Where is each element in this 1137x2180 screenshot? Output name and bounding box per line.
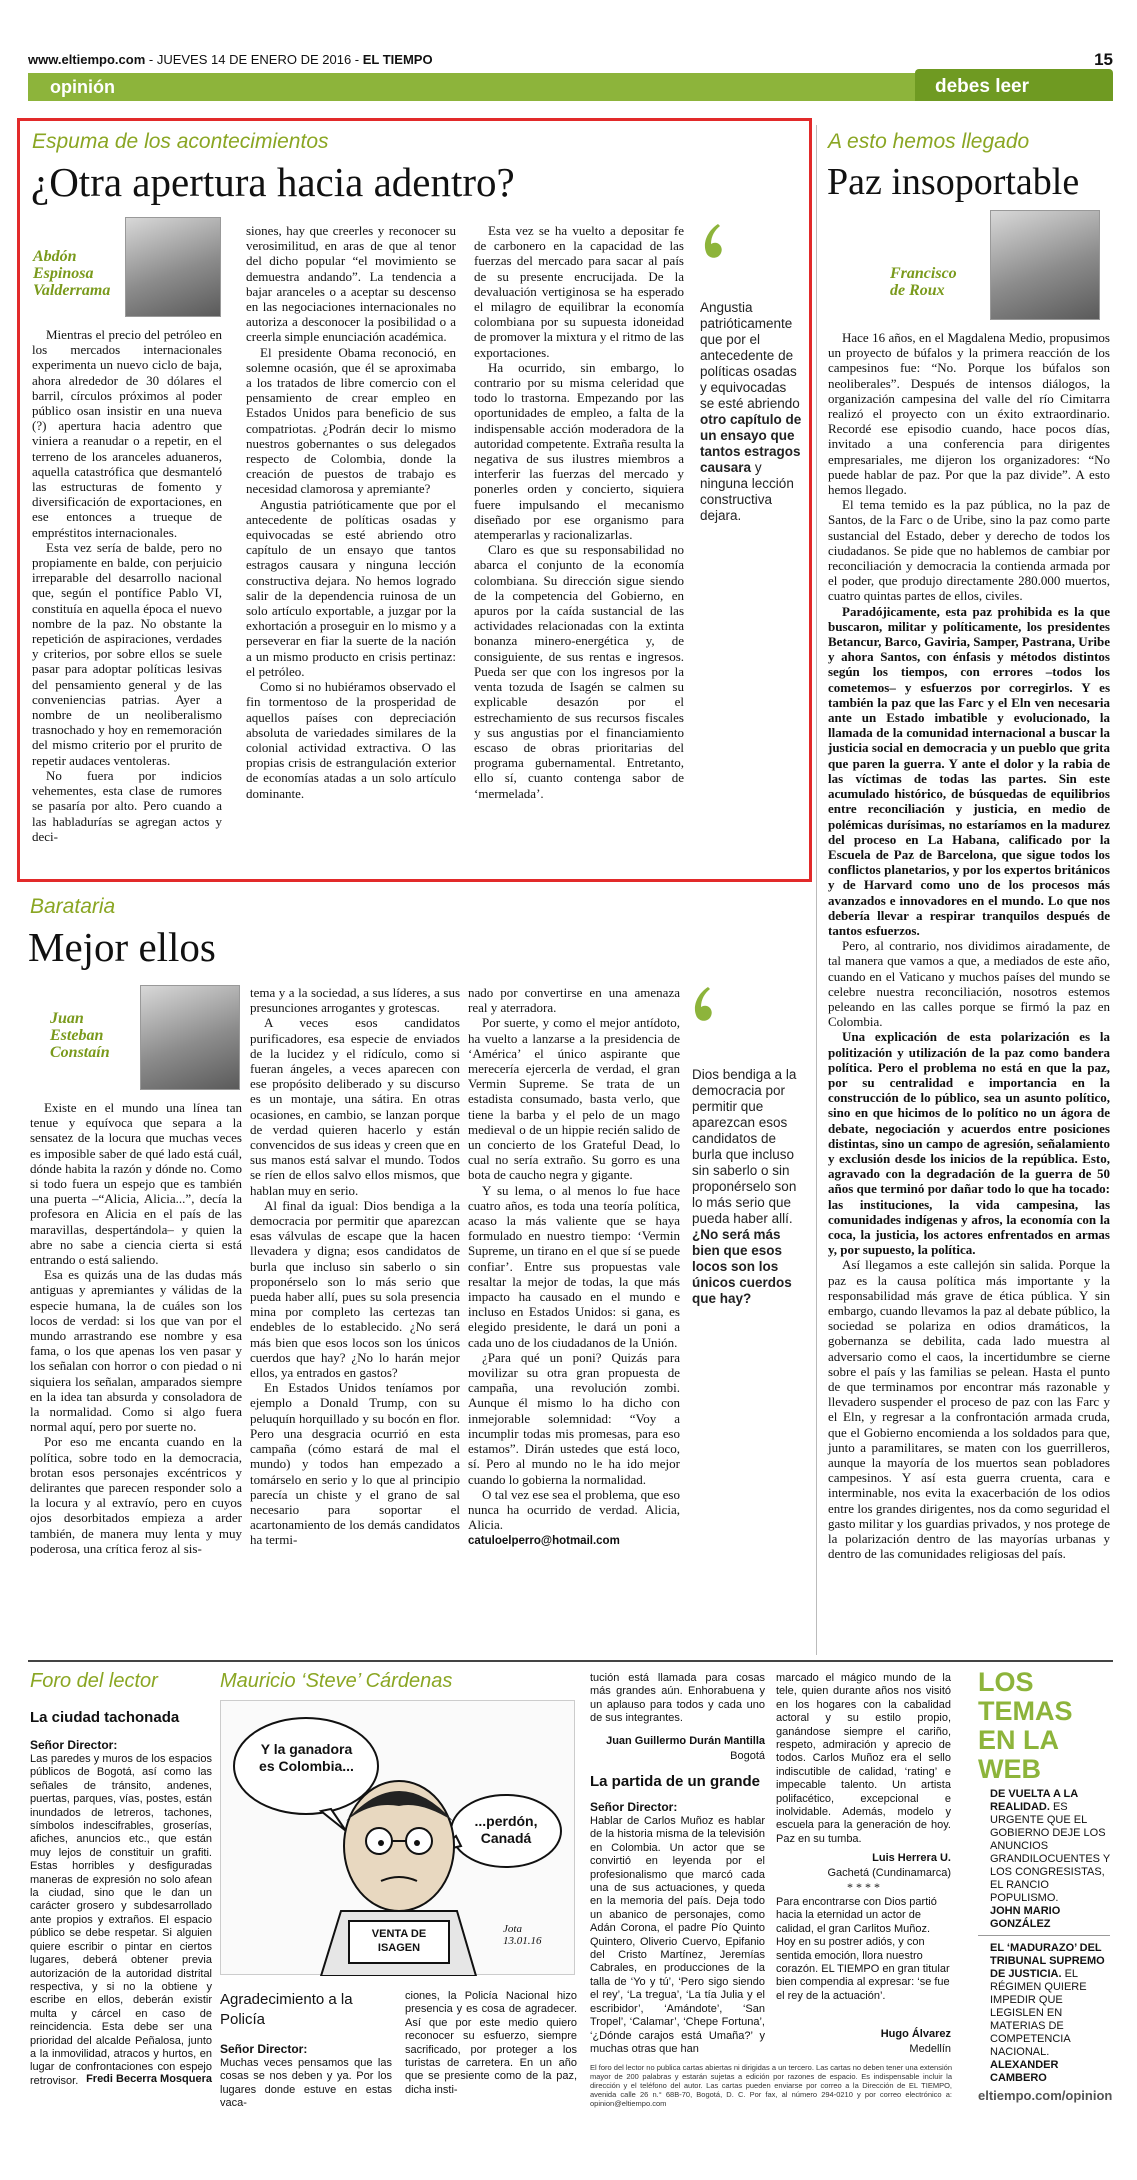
paragraph: A veces esos candidatos purificadores, esa especie de enviados de la lucidez y el ridículo, como si fueran ángeles, a veces aparecen con ese propósito deliberado y su discurso es un montaje, una sátira. En otras ocasiones, en cambio, se lanzan porque de verdad quieren hacerlo y están convencidos de sus ideas y creen que en sus manos está salvar el mundo. Todos se ríen de ellos salvo ellos mismos, que hablan muy en serio.: [250, 1015, 460, 1198]
paragraph: Mientras el precio del petróleo en los mercados internacionales experimenta un nuevo ciclo de baja, ahora alrededor de 30 dólares el barril, círculos próximos al poder público osan insistir en una nueva (?) apertura hacia adentro que viniera a reanudar o a repetir, en el terreno de los aranceles aduaneros, aquella catastrófica que desmanteló las estructuras de fomento y diversificación de exportaciones, en ese entonces a trueque de empréstitos internacionales.: [32, 327, 222, 540]
letter-2-body: Muchas veces pensamos que las cosas se nos deben y ya. Por los lugares donde estuve en estas vaca-: [220, 2057, 392, 2110]
letter-2-body-cont: ciones, la Policía Nacional hizo presencia y es cosa de agradecer. Así que por este medio quiero reconocer su esfuerzo, siempre sacrificado, por proteger a los turistas de carretera. En un año que se presiente como de la paz, dicha insti-: [405, 1990, 577, 2096]
letter-1-salute: Señor Director:: [30, 1738, 118, 1752]
letter-4-salute: Señor Director:: [590, 1800, 678, 1814]
constain-kicker: Barataria: [30, 895, 116, 918]
paragraph: Hace 16 años, en el Magdalena Medio, propusimos un proyecto de búfalos y la primera reacción de los campesinos fue: “No. Porque los búfalos son neoliberales”. Después de intensos diálogos, la organización campesina del valle del río Cimitarra realizó el proyecto con un éxito extraordinario. Recordé ese episodio cuando, hace pocos días, invitado a una conferencia para dirigentes empresariales, me dijeron los organizadores: “No puede hablar de paz. Por que la paz divide”. A esto hemos llegado.: [828, 330, 1110, 498]
paragraph: Angustia patrióticamente que por el antecedente de políticas osadas y equivocadas se esté abriendo otro capítulo de un ensayo que tantos estragos causara y ninguna lección constructiva dejara. No hemos logrado salir de la dependencia ruinosa de un solo artículo exportable, a juzgar por la exhortación a proseguir en lo mismo y a perseverar en fiar la suerte de la nación a un mismo producto en crisis pertinaz: el petróleo.: [246, 496, 456, 679]
poem-city: Medellín: [909, 2043, 951, 2055]
editorial-col-2: [246, 223, 456, 801]
quote-text: Dios bendiga a la democracia por permitir que aparezcan esos candidatos de burla que incluso sin saberlo o sin proponérselo son lo más serio que pueda haber allí.: [692, 1067, 797, 1226]
web-item-author: JOHN MARIO GONZÁLEZ: [990, 1905, 1061, 1930]
byline-line: Espinosa: [33, 265, 94, 282]
paragraph: Paradójicamente, esta paz prohibida es la que buscaron, militar y políticamente, los presidentes Betancur, Barco, Gaviria, Samper, Pastrana, Uribe y ahora Santos, con énfasis y métodos distintos según los tiempos, con errores –todos los cometemos– y esfuerzos por corregirlos. Y es también la paz que las Farc y el Eln ven necesaria ante un Estado imbatible y evolucionado, la llamada de la comunidad internacional a buscar la justicia social en democracia y un pueblo que grita que paren la guerra. Y ante el dolor y la rabia de las víctimas de todas las partes. Sin este acumulado histórico, de búsquedas de equilibrios entre reconciliación y justicia, en medio de polémicas durísimas, no estaríamos en la madurez del proceso en La Habana, calificado por la Escuela de Paz de Barcelona, que sigue todos los conflictos planetarios, y por los expertos británicos y de Harvard como uno de los procesos más avanzados e innovadores en el mundo. Lo que nos debería llevar a respirar tranquilos después de tantos esfuerzos.: [828, 603, 1110, 938]
cartoon-title: Mauricio ‘Steve’ Cárdenas: [220, 1670, 453, 1692]
speech-bubble-1: Y la ganadora es Colombia...: [259, 1741, 354, 1774]
paragraph: En Estados Unidos teníamos por ejemplo a Donald Trump, con su peluquín horquillado y su bocón en flor. Pero una desgracia ocurrió en esta campaña (cómo estará de mal el mundo) y todos han empezado a tomárselo en serio y lo que al principio parecía un chiste y el grano de sal necesario para soportar el acartonamiento de los demás candidatos ha termi-: [250, 1380, 460, 1548]
letter-2-title: Agradecimiento a la Policía: [220, 1991, 353, 2028]
quote-text: Angustia patrióticamente que por el antecedente de políticas osadas y equivocadas se esté abriendo: [700, 300, 800, 411]
editorial-pull-quote: [700, 300, 804, 524]
byline-line: Valderrama: [33, 282, 111, 299]
quote-strong: ¿No será más bien que esos locos son los únicos cuerdos que hay?: [692, 1227, 792, 1306]
cartoonist-signature: Jota 13.01.16: [503, 1923, 542, 1947]
letter-3-cont: tución está llamada para cosas más grandes aún. Enhorabuena y un aplauso para todos y cada uno de sus integrantes.: [590, 1672, 765, 1725]
web-item-body: ES URGENTE QUE EL GOBIERNO DEJE LOS ANUNCIOS GRANDILOCUENTES Y LOS CONGRESISTAS, EL RANCIO POPULISMO.: [990, 1801, 1111, 1904]
paragraph: Esta vez sería de balde, pero no propiamente en balde, con perjuicio irreparable del desarrollo nacional que, según el pontífice Pablo VI, constituía en aquella época el nuevo nombre de la paz. No obstante la repetición de aspiraciones, verdades y criterios, por sobre ellos se suele pasar para adoptar políticas lesivas del pensamiento general y de las conveniencias patrias. Ayer a nombre de un neoliberalismo trasnochado y hoy en rememoración del mismo criterio por el prurito de repetir audaces ventoleras.: [32, 539, 222, 768]
page-number: 15: [1094, 50, 1113, 69]
letter-4-signature: Luis Herrera U.: [872, 1852, 951, 1864]
roux-byline: [890, 265, 957, 299]
byline-line: Francisco: [890, 265, 957, 282]
byline-line: de Roux: [890, 282, 945, 299]
paragraph: ¿Para qué un poni? Quizás para movilizar su otra gran propuesta de campaña, una revolución zombi. Aunque él mismo lo ha dicho con inmejorable solemnidad: “Voy a incumplir todas mis promesas, para eso estamos”. Dirán ustedes que está loco, sí. Pero al mundo no le ha ido mejor cuando lo gobierna la normalidad.: [468, 1349, 680, 1487]
roux-title: Paz insoportable: [827, 161, 1080, 203]
foro-title: Foro del lector: [30, 1670, 158, 1692]
byline-line: Constaín: [50, 1044, 110, 1061]
quote-mark-icon: [700, 222, 730, 262]
web-item-head: EL ‘MADURAZO’ DEL TRIBUNAL SUPREMO DE JUSTICIA.: [990, 1942, 1105, 1980]
paragraph: Por suerte, y como el mejor antídoto, ha vuelto a lanzarse a la presidencia de ‘América’ el único aspirante que merecería ejercerla de verdad, el gran Vermin Supreme. Se trata de un estadista consumado, basta verlo, que tiene la barba y el pelo de un mago medieval o de un hippie recién salido de un concierto de los Grateful Dead, lo cual no sería extraño. Su gorro es una bota de caucho negra y gigante.: [468, 1015, 680, 1183]
paragraph: Como si no hubiéramos observado el fin tormentoso de la prosperidad de aquellos países con depreciación absoluta de variedades similares de la colonial actividad extractiva. O las propias crisis de estrangulación exterior de economías atadas a un solo artículo dominante.: [246, 679, 456, 801]
paragraph: Ha ocurrido, sin embargo, lo contrario por su misma celeridad que todo lo trastorna. Empezando por las oportunidades de empleo, a falta de la indispensable acción moderadora de la autoridad competente. Extraña resulta la negativa de sus ilustres miembros a interferir las fuerzas del mercado y ponerles orden y concierto, siquiera fuere impulsando el mecanismo diseñado por ese organismo para atemperarlas y racionalizarlas.: [474, 359, 684, 543]
paragraph: Pero, al contrario, nos dividimos airadamente, de tal manera que vamos a que, a mediados de este año, cuando en el Vaticano y muchos países del mundo se celebre nuestra reconciliación, nosotros estemos peleando en las calles porque se firmó la paz en Colombia.: [828, 938, 1110, 1030]
web-url[interactable]: eltiempo.com/opinion: [978, 2088, 1113, 2103]
paragraph: Existe en el mundo una línea tan tenue y equívoca que separa a la sensatez de la locura que muchas veces es imposible saber de qué lado está cuál, dónde habita la razón y dónde no. Como si todo fuera un espejo que es también una puerta –“Alicia, Alicia...”, decía la profesora en Alicia en el país de las maravillas, despertándola– y quien la abre no sabe a ciencia cierta si está entrando o está saliendo.: [30, 1100, 242, 1268]
constain-title: Mejor ellos: [28, 924, 216, 970]
section-left: opinión: [50, 77, 115, 97]
horizontal-divider: [28, 1660, 1113, 1662]
web-item-author: ALEXANDER CAMBERO: [990, 2059, 1059, 2084]
site-url[interactable]: www.eltiempo.com: [28, 52, 146, 67]
paper-name: EL TIEMPO: [362, 52, 433, 67]
web-item-body: EL RÉGIMEN QUIERE IMPEDIR QUE LEGISLEN EN MATERIAS DE COMPETENCIA NACIONAL.: [990, 1968, 1087, 2058]
paragraph: siones, hay que creerles y reconocer su verosimilitud, en aras de que al tenor del dicho popular “el movimiento se demuestra andando”. La tendencia a bajar aranceles o a aceptar su descenso en las negociaciones internacionales no autoriza a desconocer la posibilidad o a creerla simple enunciación académica.: [246, 223, 456, 345]
paragraph: Claro es que su responsabilidad no abarca el conjunto de la economía colombiana. Su dirección sigue siendo de la competencia del Gobierno, en apuros por la caída sustancial de las actividades relacionadas con la extinta bonanza minero-energética y, de consiguiente, de sus rentas e ingresos. Pueda ser que con los ingresos por la venta tozuda de Isagén se calmen su explicable desazón por el estrechamiento de sus recursos fiscales y sus angustias por el financiamiento escaso de obras prioritarias del programa gubernamental. Entretanto, ello sí, cuanto contenga sabor de ‘mermelada’.: [474, 542, 684, 801]
poem: Para encontrarse con Dios partió hacia la eternidad un actor de calidad, el gran Carlitos Muñoz. Hoy en su postrer adiós, y con sentida emoción, llora nuestro corazón. EL TIEMPO en gran titular bien compendia al expresar: ‘se fue el rey de la actuación’.: [776, 1896, 950, 2002]
letter-4-body: Hablar de Carlos Muñoz es hablar de la historia misma de la televisión en Colombia. Un actor que se convirtió en leyenda por el profesionalismo que marcó cada una de sus actuaciones, y queda en la memoria del país. Deja todo un abanico de personajes, como Adán Corona, el padre Pío Quinto Quintero, Oliverio Cuervo, Epifanio del Cristo Martínez, Jeremías Cabrales, en producciones de la talla de ‘Yo y tú’, ‘Pero sigo siendo el rey’, ‘La tregua’, ‘La tía Julia y el escribidor’, ‘Amándote’, ‘San Tropel’, ‘Calamar’, ‘Chepe Fortuna’, ‘¿Dónde carajos está Umaña?’ y muchas otras que han: [590, 1815, 765, 2055]
paragraph: nado por convertirse en una amenaza real y aterradora.: [468, 985, 680, 1016]
paragraph: Y su lema, o al menos lo fue hace cuatro años, es toda una teoría política, acaso la más valiente que se haya formulado en nuestro tiempo: ‘Vermin Supreme, un tirano en el que sí se puede confiar’. Entre sus propuestas vale resaltar la mejor de todas, la que más impacto ha causado en el mundo e incluso en Estados Unidos: si gana, es elegido presidente, le dará un poni a cada uno de los ciudadanos de la Unión.: [468, 1182, 680, 1350]
letter-4-cont: marcado el mágico mundo de la tele, quien durante años nos visitó en los hogares con la cabalidad actoral y su estilo propio, ganándose siempre el cariño, respeto, admiración y aprecio de todos. Carlos Muñoz era el sello indiscutible de calidad, ‘rating’ e impecable talento. Un artista polifacético, excepcional e inolvidable. Además, modelo y escuela para la generación de hoy. Paz en su tumba.: [776, 1672, 951, 1845]
web-item-1[interactable]: [990, 1788, 1110, 1931]
letter-1-signature: Fredi Becerra Mosquera: [86, 2073, 212, 2085]
section-right: debes leer: [935, 76, 1029, 97]
editorial-col-1: [32, 327, 222, 844]
roux-body: [828, 330, 1110, 1561]
byline-line: Abdón: [33, 248, 77, 265]
web-item-head: DE VUELTA A LA REALIDAD.: [990, 1788, 1078, 1813]
letter-2-salute: Señor Director:: [220, 2042, 308, 2056]
letter-4-title: La partida de un grande: [590, 1773, 761, 1790]
poem-signature: Hugo Álvarez: [880, 2028, 951, 2040]
author-email[interactable]: catuloelperro@hotmail.com: [468, 1535, 620, 1548]
web-item-2[interactable]: [990, 1942, 1110, 2085]
speech-bubble-2: ...perdón, Canadá: [474, 1813, 538, 1846]
byline-line: Juan: [50, 1010, 84, 1027]
cartoon: [220, 1700, 575, 1975]
letter-3-signature: Juan Guillermo Durán Mantilla: [606, 1735, 765, 1747]
paragraph: Así llegamos a este callejón sin salida. Porque la paz es la causa política más importante y la responsabilidad más grave de ética pública. Y sin embargo, cuando llevamos la paz al debate público, la sociedad se polariza en odios dramáticos, la gobernanza se debilita, cada lado muestra al adversario como el caos, la incertidumbre se cierne sobre el país y las familias se pelean. Hasta el punto de que terminamos por encontrar más razonable y llevadero suspender el proceso de paz con las Farc y el Eln, y regresar a la confrontación armada cruda, que el Gobierno encomienda a los soldados para que, junto a paramilitares, se maten con los guerrilleros, aunque la mayoría de los muertos sean pobladores campesinos. Y así esta guerra cruenta, cara e interminable, nos evita la exacerbación de los odios entre los grandes dirigentes, nos da como seguridad el gasto militar y los guardias privados, y nos protege de la polarización dentro de las mayorías urbanas y dentro de las comunidades religiosas del país.: [828, 1257, 1110, 1562]
letter-3-city: Bogotá: [730, 1750, 765, 1762]
web-divider: [978, 1935, 1110, 1936]
separator-stars: * * * *: [847, 1880, 880, 1894]
quote-mark-icon: [690, 985, 720, 1025]
dateline: - JUEVES 14 DE ENERO DE 2016 -: [145, 52, 363, 67]
byline-line: Esteban: [50, 1027, 104, 1044]
constain-col-1: [30, 1100, 242, 1556]
quote-strong: otro capítulo de un ensayo que tantos estragos causara: [700, 412, 802, 475]
letter-4-city: Gachetá (Cundinamarca): [827, 1867, 951, 1879]
roux-kicker: A esto hemos llegado: [828, 130, 1030, 153]
constain-col-2: [250, 985, 460, 1548]
letter-1-title: La ciudad tachonada: [30, 1709, 180, 1726]
foro-footnote: El foro del lector no publica cartas abiertas ni dirigidas a un tercero. Las cartas no deben tener una extensión mayor de 200 palabras y estarán sujetas a edición por razones de espacio. Es indispensable incluir la dirección y el teléfono del autor. Las cartas pueden enviarse por correo a la Dirección de EL TIEMPO, avenida calle 26 n.° 68B-70, Bogotá, D. C. Por fax, al número 294-0210 y por correo electrónico a: opinion@eltiempo.com: [590, 2063, 952, 2108]
paragraph: No fuera por indicios vehementes, esta clase de rumores se pasaría por alto. Pero cuando a las habladurías se agregan actos y deci-: [32, 767, 222, 844]
editorial-col-3: [474, 223, 684, 801]
author-photo-constain: [140, 985, 240, 1090]
paragraph: El presidente Obama reconoció, en solemne ocasión, que él se aproximaba a los tratados de libre comercio con el pensamiento de crear empleo en Estados Unidos para beneficio de sus compatriotas. ¿Podrán decir lo mismo nuestros gobernantes o sus delegados respecto de Colombia, donde la creación de puestos de trabajo es necesidad clamorosa y apremiante?: [246, 344, 456, 497]
paragraph: El tema temido es la paz pública, no la paz de Santos, de la Farc o de Uribe, sino la paz como parte sustancial del Estado, deber y derecho de todos los ciudadanos. Se pide que no hablemos de cambiar por reconciliación y democracia la contienda armada por el poder, que produjo directamente 280.000 muertos, cuatro quintas partes de ellos, civiles.: [828, 497, 1110, 604]
cartoon-sign: VENTA DE ISAGEN: [371, 1928, 427, 1954]
author-photo-espinosa: [125, 217, 221, 317]
vertical-divider: [816, 125, 817, 1655]
constain-col-3: [468, 985, 680, 1550]
letter-1-body: Las paredes y muros de los espacios públicos de Bogotá, así como las señales de tránsito, andenes, puertas, parques, vías, postes, están inundados de letreros, tachones, símbolos indescifrables, groserías, afiches, anuncios etc., que están muy lejos de constituir un grafiti. Estas horribles y desfiguradas maneras de expresión no solo afean la ciudad, sino que le dan un carácter grosero y subdesarrollado ante propios y extraños. El espacio público se debe respetar. Si alguien quiere escribir o pintar en ciertos lugares, deberá obtener previa autorización de la autoridad distrital respectiva, y si no la obtiene y escribe en ellos, deberán existir multa y cárcel en caso de reincidencia. Esta debe ser una prioridad del alcalde Peñalosa, junto a la inmovilidad, atracos y hurtos, en lugar de confrontaciones con espejo retrovisor.: [30, 1753, 212, 2087]
editorial-kicker: Espuma de los acontecimientos: [32, 130, 329, 153]
constain-pull-quote: [692, 1067, 802, 1307]
paragraph: Esta vez se ha vuelto a depositar fe de carbonero en la capacidad de las fuerzas del mercado para sacar al país de su presente encrucijada. De la devaluación vertiginosa se ha esperado el milagro de equilibrar la economía colombiana por su supuesta idoneidad de promover la mixtura y el ritmo de las exportaciones.: [474, 223, 684, 360]
paragraph: Por eso me encanta cuando en la política, sobre todo en la democracia, brotan esos personajes excéntricos y delirantes que parecen responder solo a la locura y al extravío, pero en cuyos ojos desorbitados empieza a arder también, de manera muy lenta y muy poderosa, una crítica feroz al sis-: [30, 1434, 242, 1556]
quote-text: y ninguna lección constructiva dejara.: [700, 460, 794, 523]
paragraph: Una explicación de esta polarización es la politización y utilización de la paz como bandera política. Pero el problema no está en que la paz, por su centralidad e importancia en la construcción de lo público, sea un asunto político, sino en que hicimos de lo político no un ágora de debate, negociación y acuerdos entre posiciones distintas, sino un campo de agresión, señalamiento y exclusión desde los inicios de la república. Esto, agravado con la degradación de la guerra de 50 años que terminó por dañar todo lo que ha tocado: las instituciones, la vida campesina, las comunidades indígenas y afros, la economía con la coca, la justicia, los actores enfrentados en armas y, por supuesto, la política.: [828, 1029, 1110, 1258]
paragraph: O tal vez ese sea el problema, que eso nunca ha ocurrido de verdad. Alicia, Alicia.: [468, 1486, 680, 1533]
paragraph: tema y a la sociedad, a sus líderes, a sus presunciones arrogantes y grotescas.: [250, 985, 460, 1016]
paragraph: Esa es quizás una de las dudas más antiguas y apremiantes y válidas de la especie humana, la de cuáles son los locos de verdad: si los que van por el mundo arrastrando ese nombre y esa fama, o los que apenas los ven pasar y los señalan con horror o con piedad o ni siquiera los señalan, amparados siempre en la idea tan absurda y consoladora de la normalidad. Como si algo fuera normal aquí, pero por suerte no.: [30, 1267, 242, 1435]
author-photo-roux: [990, 210, 1100, 320]
editorial-byline: [33, 248, 110, 299]
paragraph: Al final da igual: Dios bendiga a la democracia por permitir que aparezcan esas válvulas de escape que la hacen llevadera y digna; esos candidatos de burla que incluso sin saberlo o sin proponérselo son lo más serio que pueda haber allí, pues su sola presencia mina por completo las certezas tan endebles de lo establecido. ¿No será más bien que esos locos son los únicos cuerdos que hay? ¿No lo harán mejor ellos, ya entrados en gastos?: [250, 1197, 460, 1381]
editorial-title: ¿Otra apertura hacia adentro?: [31, 159, 515, 205]
web-title: LOS TEMAS EN LA WEB: [978, 1667, 1073, 1784]
constain-byline: [50, 1010, 110, 1061]
